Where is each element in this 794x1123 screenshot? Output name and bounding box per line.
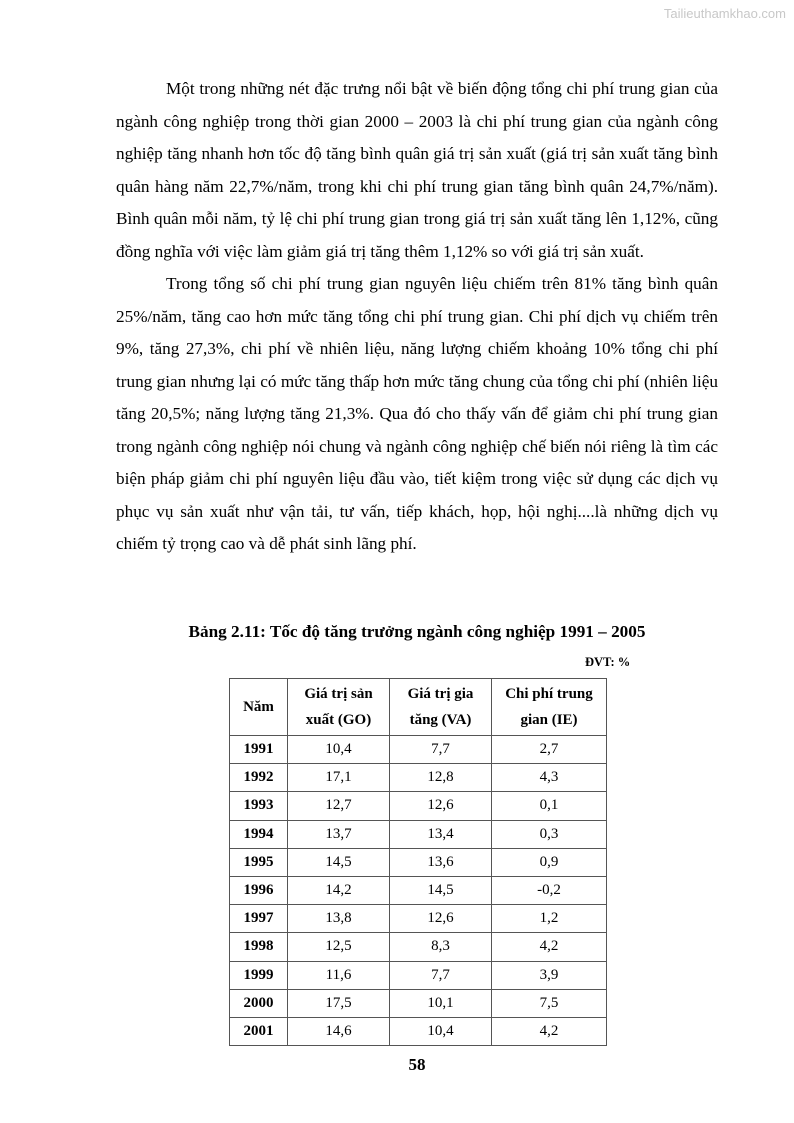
table-row bbox=[230, 736, 607, 764]
cell-year: 1994 bbox=[230, 820, 288, 848]
cell-ie: 3,9 bbox=[492, 961, 607, 989]
cell-go: 13,7 bbox=[288, 820, 390, 848]
cell-year: 1998 bbox=[230, 933, 288, 961]
growth-table bbox=[229, 678, 607, 1046]
cell-go: 12,5 bbox=[288, 933, 390, 961]
paragraph: Một trong những nét đặc trưng nổi bật về biến động tổng chi phí trung gian của ngành công nghiệp trong thời gian 2000 – 2003 là chi phí trung gian của ngành công nghiệp tăng nhanh hơn tốc độ tăng bình quân giá trị sản xuất (giá trị sản xuất tăng bình quân hàng năm 22,7%/năm, trong khi chi phí trung gian tăng bình quân 24,7%/năm). Bình quân mỗi năm, tỷ lệ chi phí trung gian trong giá trị sản xuất tăng lên 1,12%, cũng đồng nghĩa với việc làm giảm giá trị tăng thêm 1,12% so với giá trị sản xuất. bbox=[116, 79, 718, 261]
table-row bbox=[230, 848, 607, 876]
cell-go: 14,2 bbox=[288, 876, 390, 904]
table-unit: ĐVT: % bbox=[585, 655, 631, 669]
cell-va: 7,7 bbox=[390, 961, 492, 989]
header-va-line2: tăng (VA) bbox=[409, 712, 472, 728]
table-header-row bbox=[230, 679, 607, 736]
table-row bbox=[230, 1017, 607, 1045]
watermark: Tailieuthamkhao.com bbox=[663, 6, 786, 21]
body-text bbox=[116, 73, 718, 561]
table-row bbox=[230, 820, 607, 848]
cell-go: 17,1 bbox=[288, 764, 390, 792]
cell-ie: 7,5 bbox=[492, 989, 607, 1017]
paragraph: Trong tổng số chi phí trung gian nguyên liệu chiếm trên 81% tăng bình quân 25%/năm, tăng cao hơn mức tăng tổng chi phí trung gian. Chi phí dịch vụ chiếm trên 9%, tăng 27,3%, chi phí về nhiên liệu, năng lượng chiếm khoảng 10% tổng chi phí trung gian nhưng lại có mức tăng thấp hơn mức tăng chung của tổng chi phí (nhiên liệu tăng 20,5%; năng lượng tăng 21,3%. Qua đó cho thấy vấn để giảm chi phí trung gian trong ngành công nghiệp nói chung và ngành công nghiệp chế biến nói riêng là tìm các biện pháp giảm chi phí nguyên liệu đầu vào, tiết kiệm trong việc sử dụng các dịch vụ phục vụ sản xuất như vận tải, tư vấn, tiếp khách, họp, hội nghị....là những dịch vụ chiếm tỷ trọng cao và dễ phát sinh lãng phí. bbox=[116, 274, 718, 553]
header-go bbox=[288, 679, 390, 736]
cell-year: 1999 bbox=[230, 961, 288, 989]
cell-year: 1997 bbox=[230, 905, 288, 933]
cell-go: 12,7 bbox=[288, 792, 390, 820]
table-row bbox=[230, 764, 607, 792]
cell-ie: 4,3 bbox=[492, 764, 607, 792]
cell-year: 1992 bbox=[230, 764, 288, 792]
table-row bbox=[230, 961, 607, 989]
cell-va: 10,1 bbox=[390, 989, 492, 1017]
cell-year: 1995 bbox=[230, 848, 288, 876]
cell-ie: 0,1 bbox=[492, 792, 607, 820]
table-row bbox=[230, 933, 607, 961]
table-row bbox=[230, 905, 607, 933]
cell-ie: -0,2 bbox=[492, 876, 607, 904]
header-va bbox=[390, 679, 492, 736]
cell-va: 12,6 bbox=[390, 792, 492, 820]
cell-va: 13,4 bbox=[390, 820, 492, 848]
cell-va: 8,3 bbox=[390, 933, 492, 961]
table-row bbox=[230, 792, 607, 820]
header-go-line2: xuất (GO) bbox=[305, 712, 372, 728]
cell-year: 1991 bbox=[230, 736, 288, 764]
cell-year: 1993 bbox=[230, 792, 288, 820]
cell-year: 2000 bbox=[230, 989, 288, 1017]
header-year: Năm bbox=[230, 679, 288, 736]
cell-go: 11,6 bbox=[288, 961, 390, 989]
cell-go: 14,5 bbox=[288, 848, 390, 876]
header-va-line1: Giá trị gia bbox=[407, 686, 474, 702]
cell-va: 12,8 bbox=[390, 764, 492, 792]
cell-go: 13,8 bbox=[288, 905, 390, 933]
cell-go: 14,6 bbox=[288, 1017, 390, 1045]
cell-ie: 2,7 bbox=[492, 736, 607, 764]
header-go-line1: Giá trị sản bbox=[304, 686, 373, 702]
header-ie-line1: Chi phí trung bbox=[505, 686, 593, 702]
cell-ie: 4,2 bbox=[492, 933, 607, 961]
cell-va: 13,6 bbox=[390, 848, 492, 876]
cell-go: 10,4 bbox=[288, 736, 390, 764]
cell-year: 1996 bbox=[230, 876, 288, 904]
cell-va: 10,4 bbox=[390, 1017, 492, 1045]
cell-ie: 1,2 bbox=[492, 905, 607, 933]
cell-ie: 0,9 bbox=[492, 848, 607, 876]
cell-va: 14,5 bbox=[390, 876, 492, 904]
table-row bbox=[230, 876, 607, 904]
cell-va: 7,7 bbox=[390, 736, 492, 764]
table-caption: Bảng 2.11: Tốc độ tăng trưởng ngành công nghiệp 1991 – 2005 bbox=[188, 622, 646, 641]
table-body bbox=[230, 736, 607, 1046]
cell-go: 17,5 bbox=[288, 989, 390, 1017]
cell-ie: 0,3 bbox=[492, 820, 607, 848]
header-ie bbox=[492, 679, 607, 736]
cell-va: 12,6 bbox=[390, 905, 492, 933]
cell-ie: 4,2 bbox=[492, 1017, 607, 1045]
page-number: 58 bbox=[408, 1055, 426, 1074]
header-ie-line2: gian (IE) bbox=[520, 712, 578, 728]
table-row bbox=[230, 989, 607, 1017]
cell-year: 2001 bbox=[230, 1017, 288, 1045]
